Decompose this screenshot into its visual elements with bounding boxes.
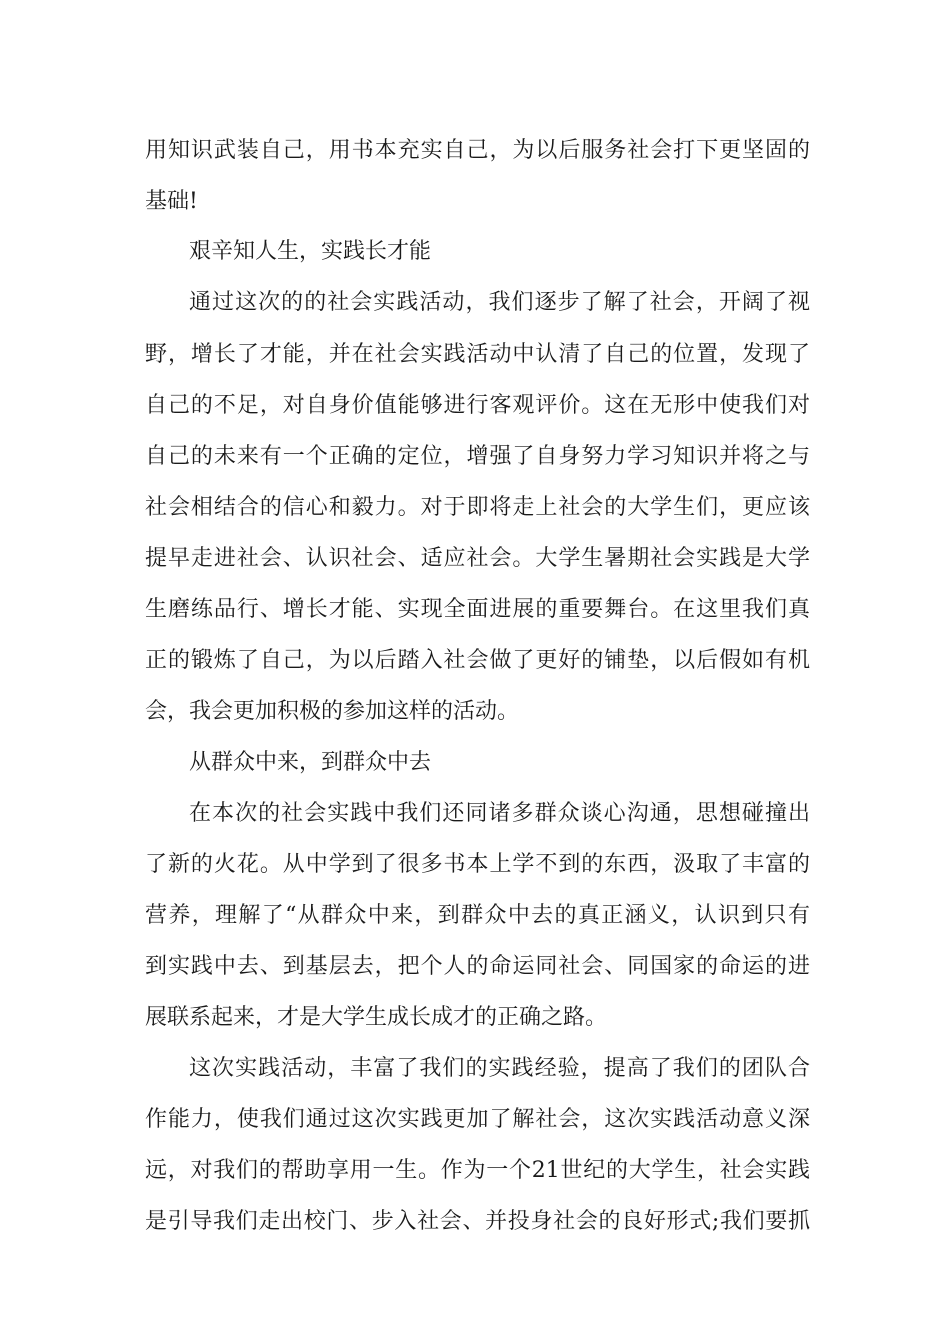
section-heading: 从群众中来，到群众中去 [189, 750, 432, 775]
body-text-line: 会，我会更加积极的参加这样的活动。 [145, 699, 520, 724]
body-text-line: 展联系起来，才是大学生成长成才的正确之路。 [145, 1005, 608, 1030]
body-text-line: 了新的火花。从中学到了很多书本上学不到的东西，汲取了丰富的 [145, 852, 810, 877]
section-heading: 艰辛知人生，实践长才能 [189, 239, 432, 264]
body-text-line: 自己的未来有一个正确的定位，增强了自身努力学习知识并将之与 [145, 444, 810, 469]
body-text-line: 提早走进社会、认识社会、适应社会。大学生暑期社会实践是大学 [145, 546, 810, 571]
body-text-line: 自己的不足，对自身价值能够进行客观评价。这在无形中使我们对 [145, 393, 810, 418]
body-text-line: 是引导我们走出校门、步入社会、并投身社会的良好形式;我们要抓 [145, 1209, 810, 1234]
body-text-line: 这次实践活动，丰富了我们的实践经验，提高了我们的团队合 [189, 1056, 810, 1081]
body-text-line: 通过这次的的社会实践活动，我们逐步了解了社会，开阔了视 [189, 290, 810, 315]
body-text-line: 生磨练品行、增长才能、实现全面进展的重要舞台。在这里我们真 [145, 597, 810, 622]
body-text-line: 营养，理解了“从群众中来，到群众中去的真正涵义，认识到只有 [145, 903, 810, 928]
body-text-line: 作能力，使我们通过这次实践更加了解社会，这次实践活动意义深 [145, 1107, 810, 1132]
body-text-line: 在本次的社会实践中我们还同诸多群众谈心沟通，思想碰撞出 [189, 801, 810, 826]
body-text-line: 基础! [145, 189, 198, 214]
body-text-line: 社会相结合的信心和毅力。对于即将走上社会的大学生们，更应该 [145, 495, 810, 520]
body-text-line: 到实践中去、到基层去，把个人的命运同社会、同国家的命运的进 [145, 954, 810, 979]
body-text-line: 正的锻炼了自己，为以后踏入社会做了更好的铺垫，以后假如有机 [145, 648, 810, 673]
body-text-line: 远，对我们的帮助享用一生。作为一个21世纪的大学生，社会实践 [145, 1158, 810, 1183]
body-text-line: 用知识武装自己，用书本充实自己，为以后服务社会打下更坚固的 [145, 138, 810, 163]
body-text-line: 野，增长了才能，并在社会实践活动中认清了自己的位置，发现了 [145, 342, 810, 367]
